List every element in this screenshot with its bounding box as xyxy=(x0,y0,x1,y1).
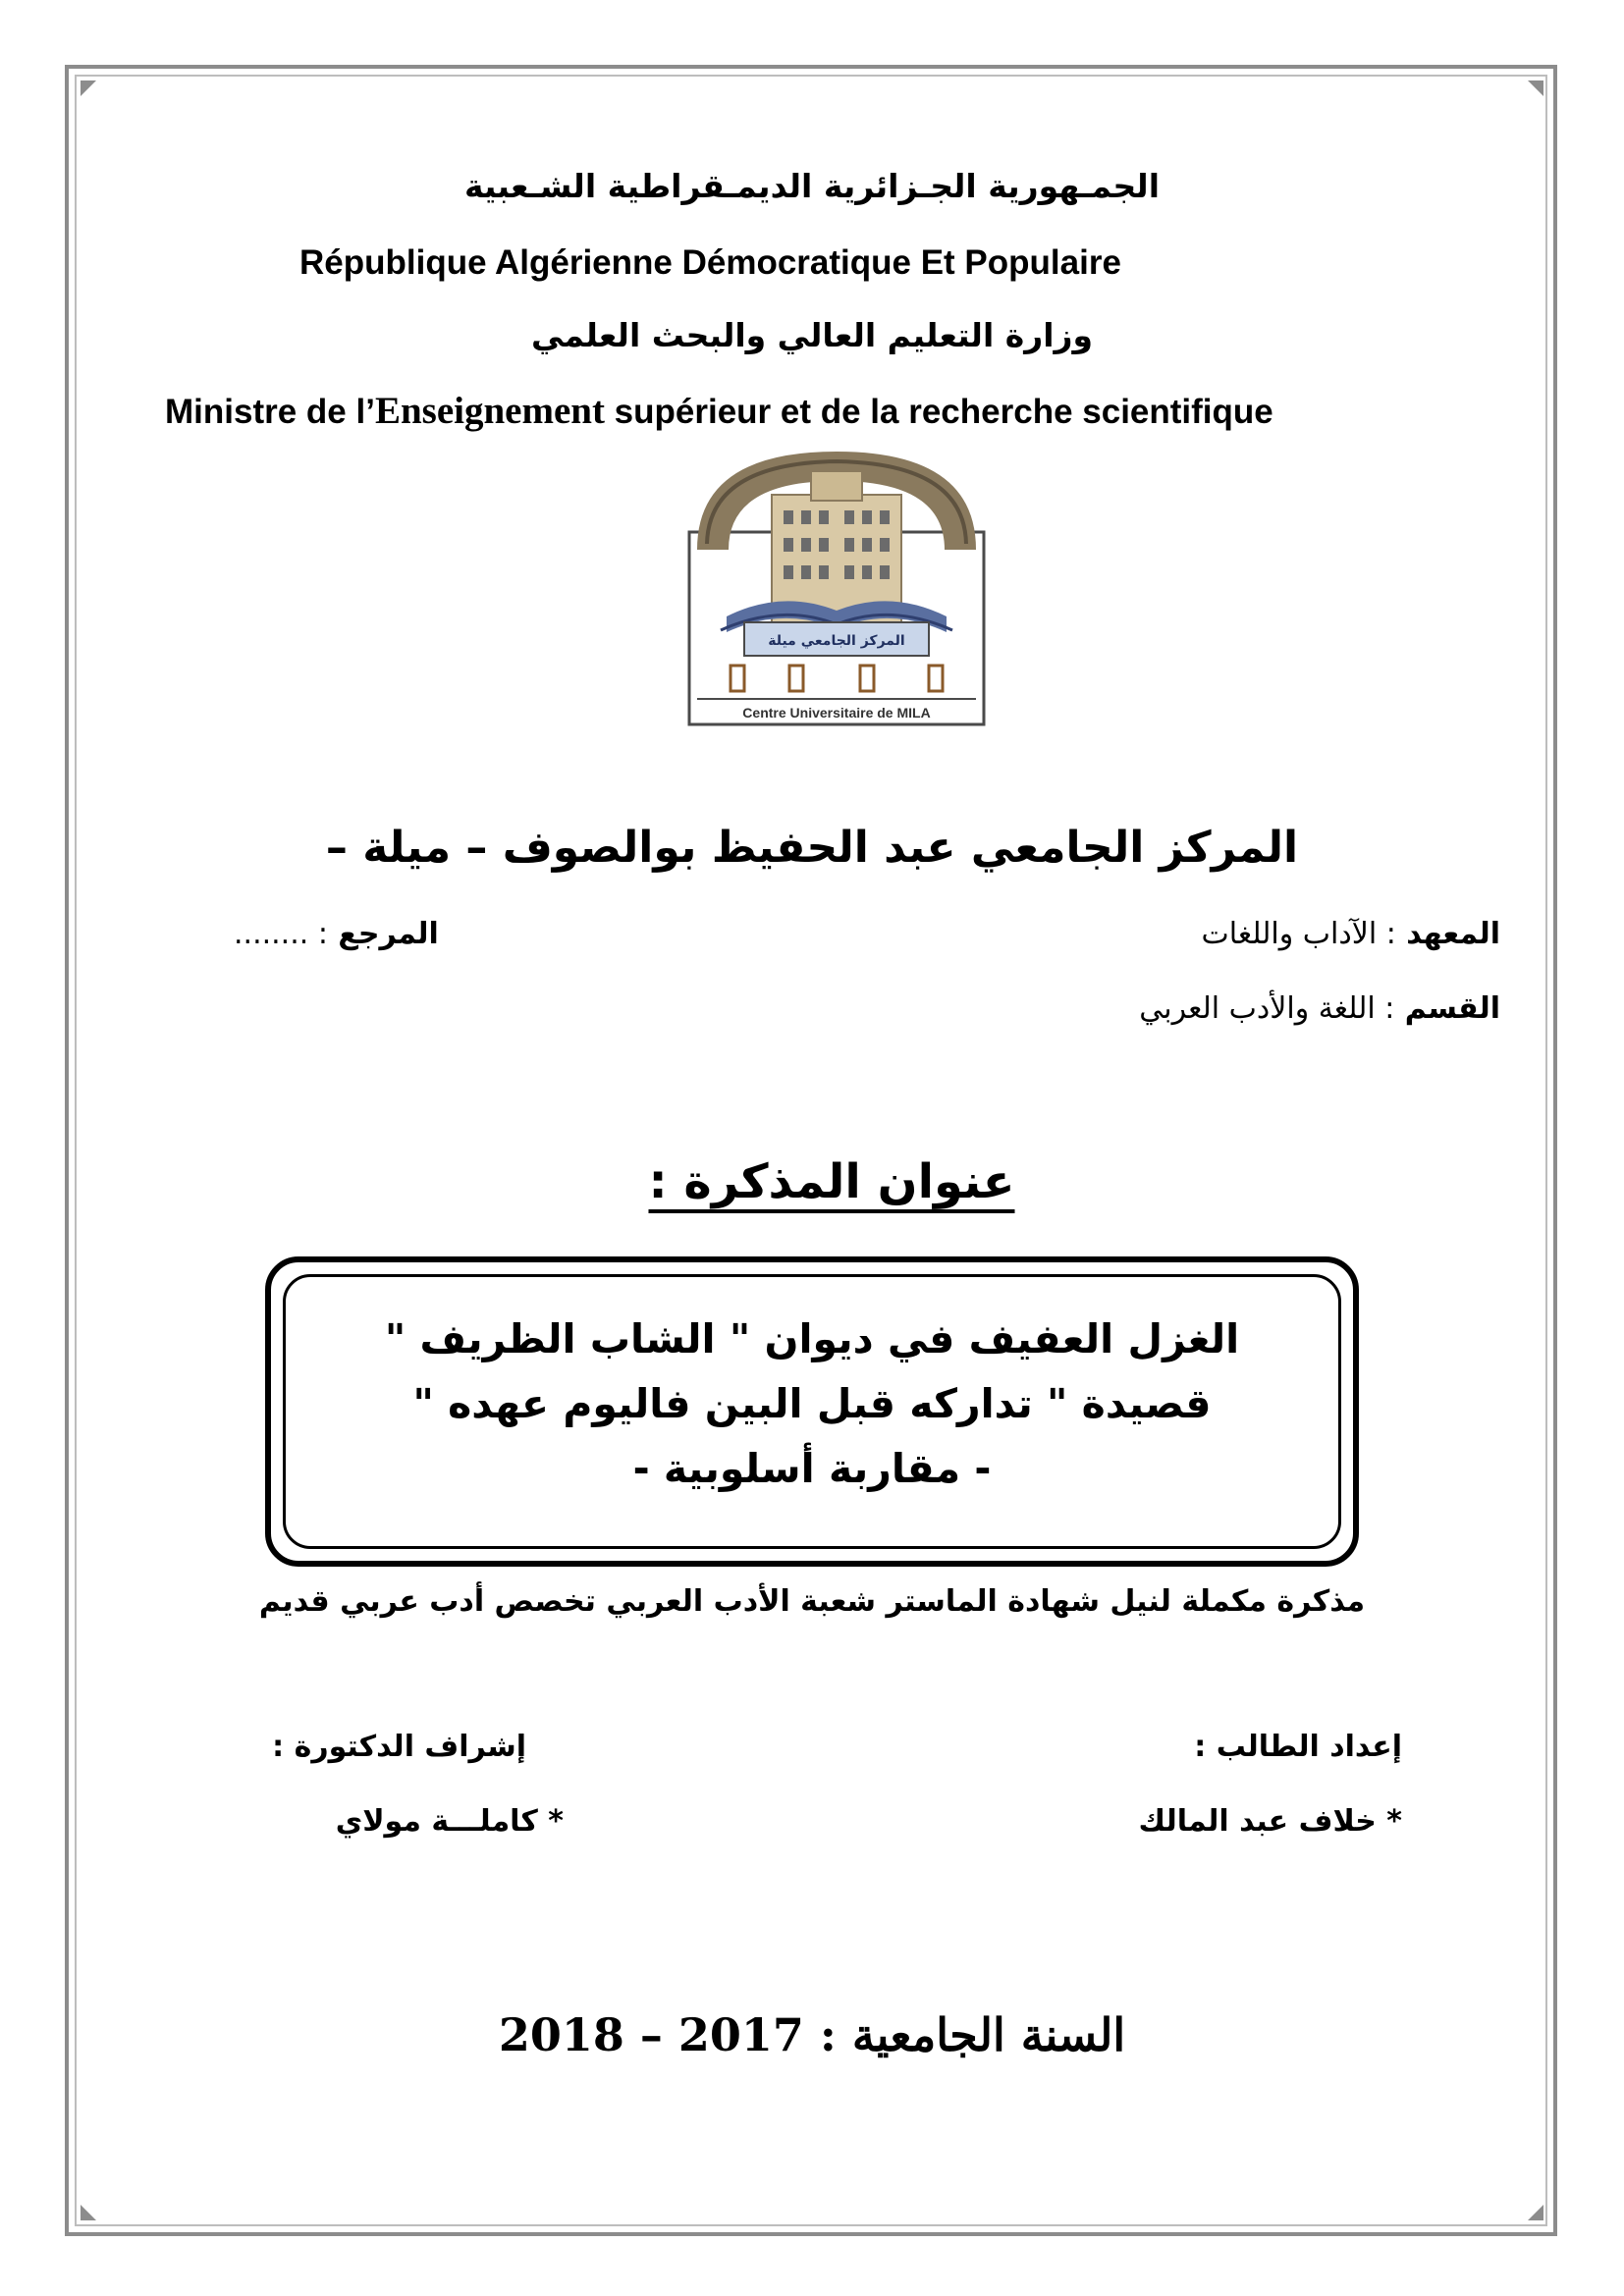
corner-ornament-bottom-right xyxy=(1528,2205,1543,2220)
ministry-arabic: وزارة التعليم العالي والبحث العلمي xyxy=(530,316,1094,354)
thesis-title-heading: عنوان المذكرة : xyxy=(648,1154,1015,1209)
student-label: إعداد الطالب : xyxy=(1194,1730,1402,1764)
thesis-title-line3: - مقاربة أسلوبية - xyxy=(632,1445,992,1492)
ministry-french: Ministre de l’Enseignement supérieur et de la recherche scientifique xyxy=(165,390,1273,432)
svg-text:المركز الجامعي ميلة: المركز الجامعي ميلة xyxy=(768,633,905,649)
student-name: * خلاف عبد المالك xyxy=(1138,1804,1402,1839)
department-row: القسم : اللغة والأدب العربي xyxy=(1139,991,1500,1026)
corner-ornament-bottom-left xyxy=(81,2205,96,2220)
republic-french: République Algérienne Démocratique Et Populaire xyxy=(299,243,1121,282)
logo-caption: Centre Universitaire de MILA xyxy=(742,705,931,721)
institution-name: المركز الجامعي عبد الحفيظ بوالصوف – ميلة – xyxy=(325,823,1299,873)
academic-year: السنة الجامعية : 2017 – 2018 xyxy=(498,2008,1126,2061)
thesis-title-line2: قصيدة " تداركه قبل البين فاليوم عهده " xyxy=(412,1380,1212,1427)
institute-row: المعهد : الآداب واللغات xyxy=(1201,917,1500,951)
reference-row: المرجع : ........ xyxy=(234,917,439,951)
supervisor-name: * كاملـــة مولاي xyxy=(335,1804,564,1839)
corner-ornament-top-right xyxy=(1528,80,1543,96)
degree-statement: مذكرة مكملة لنيل شهادة الماستر شعبة الأدب العربي تخصص أدب عربي قديم xyxy=(258,1584,1366,1619)
supervisor-label: إشراف الدكتورة : xyxy=(272,1730,526,1764)
corner-ornament-top-left xyxy=(81,80,96,96)
university-logo xyxy=(687,442,986,726)
republic-arabic: الجمـهورية الجـزائرية الديمـقراطية الشـعبية xyxy=(463,167,1161,205)
thesis-title-line1: الغزل العفيف في ديوان " الشاب الظريف " xyxy=(384,1315,1240,1362)
